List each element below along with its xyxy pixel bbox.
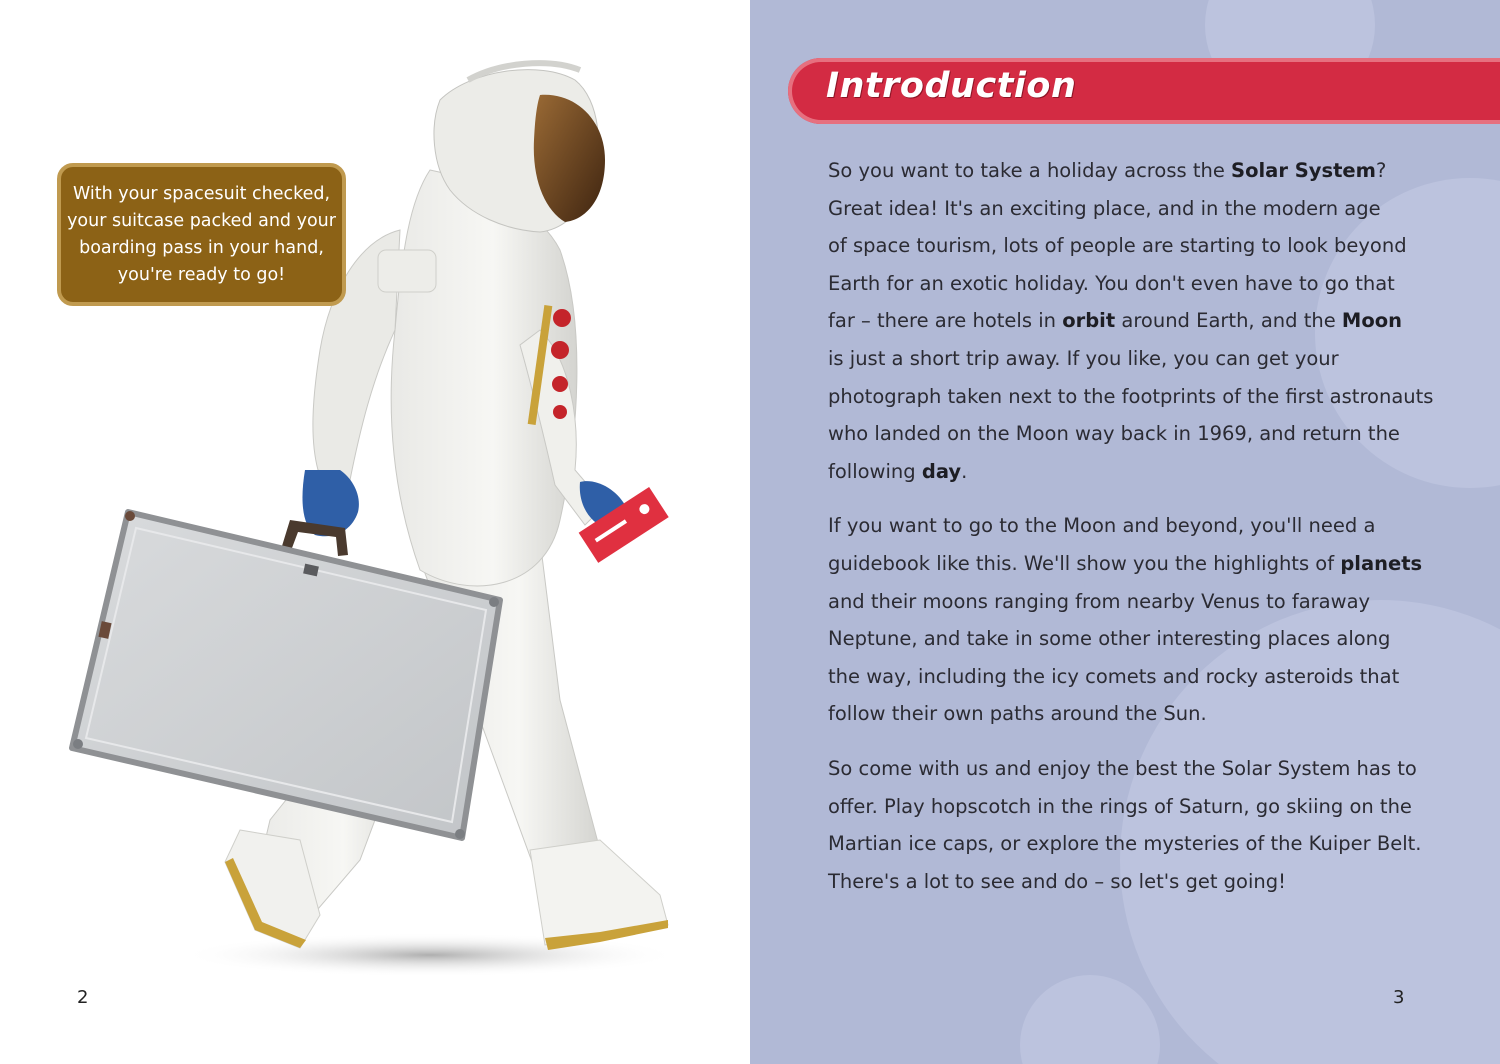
text-run: follow their own paths around the Sun.: [828, 702, 1207, 726]
caption-text: [67, 181, 336, 289]
body-text: [828, 152, 1468, 917]
text-run: the way, including the icy comets and rocky asteroids that: [828, 664, 1400, 688]
text-run: Martian ice caps, or explore the mysteries of the Kuiper Belt.: [828, 832, 1422, 856]
text-line: [828, 750, 1468, 788]
caption-line: With your spacesuit checked,: [72, 183, 331, 204]
text-line: [828, 695, 1468, 733]
text-line: [828, 863, 1468, 901]
text-run: So you want to take a holiday across the: [828, 159, 1232, 182]
page-number-right: 3: [1393, 987, 1405, 1008]
text-line: [828, 788, 1468, 826]
text-line: [828, 453, 1468, 491]
text-line: [828, 152, 1468, 190]
text-line: [828, 583, 1468, 621]
caption-line: boarding pass in your hand,: [79, 237, 324, 258]
glossary-term: Solar System: [1231, 159, 1376, 182]
text-line: [828, 545, 1468, 583]
caption-line: your suitcase packed and your: [67, 210, 336, 231]
text-line: [828, 378, 1468, 416]
caption-box: [57, 163, 346, 306]
text-line: [828, 265, 1468, 303]
text-run: who landed on the Moon way back in 1969, and return the: [828, 422, 1400, 446]
text-line: [828, 415, 1468, 453]
text-run: photograph taken next to the footprints of the first astronauts: [828, 384, 1434, 408]
text-run: guidebook like this. We'll show you the highlights of: [828, 551, 1341, 575]
text-run: Great idea! It's an exciting place, and in the modern age: [828, 196, 1381, 220]
caption-line: you're ready to go!: [117, 264, 286, 285]
paragraph: [828, 750, 1468, 900]
paragraph: [828, 507, 1468, 733]
text-line: [828, 825, 1468, 863]
text-run: offer. Play hopscotch in the rings of Saturn, go skiing on the: [828, 794, 1412, 818]
background-bubble: [1020, 975, 1160, 1064]
page-number-left: 2: [77, 987, 89, 1008]
paragraph: [828, 152, 1468, 490]
glossary-term: day: [921, 459, 962, 483]
text-run: around Earth, and the: [1115, 309, 1342, 333]
text-run: and their moons ranging from nearby Venus to faraway: [828, 589, 1371, 613]
text-run: Neptune, and take in some other interesting places along: [828, 627, 1391, 651]
arm-pocket: [378, 250, 436, 292]
text-run: Earth for an exotic holiday. You don't even have to go that: [828, 271, 1395, 295]
text-line: [828, 302, 1468, 340]
glossary-term: Moon: [1341, 309, 1403, 333]
text-line: [828, 658, 1468, 696]
text-run: There's a lot to see and do – so let's get going!: [828, 869, 1286, 893]
text-run: is just a short trip away. If you like, you can get your: [828, 346, 1339, 370]
text-line: [828, 620, 1468, 658]
text-run: .: [961, 459, 968, 483]
text-line: [828, 227, 1468, 265]
text-line: [828, 507, 1468, 545]
text-line: [828, 190, 1468, 228]
text-run: So come with us and enjoy the best the Solar System has to: [828, 756, 1417, 780]
glossary-term: orbit: [1062, 309, 1116, 333]
page-title: Introduction: [826, 66, 1077, 106]
text-run: far – there are hotels in: [828, 309, 1063, 333]
glossary-term: planets: [1340, 551, 1423, 575]
text-run: following: [828, 459, 922, 483]
text-line: [828, 340, 1468, 378]
text-run: ?: [1375, 159, 1387, 182]
text-run: of space tourism, lots of people are starting to look beyond: [828, 234, 1407, 258]
text-run: If you want to go to the Moon and beyond, you'll need a: [828, 514, 1376, 538]
